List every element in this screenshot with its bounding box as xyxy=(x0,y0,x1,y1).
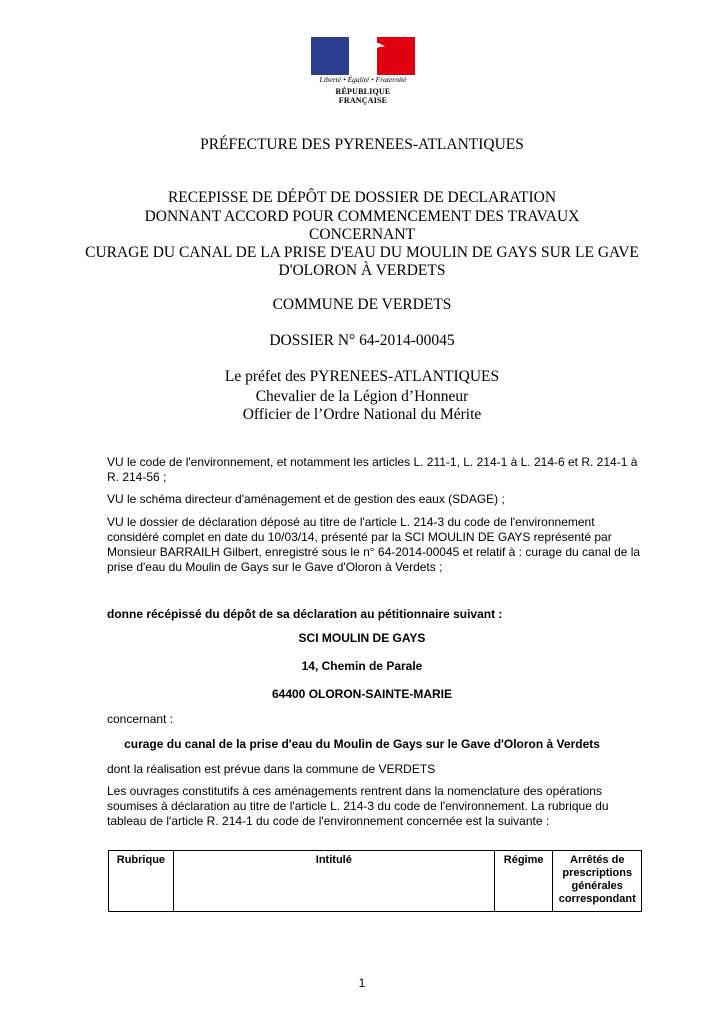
commune-heading: COMMUNE DE VERDETS xyxy=(272,296,452,313)
dossier-number: DOSSIER N° 64-2014-00045 xyxy=(269,332,455,349)
table-header-row xyxy=(109,851,642,912)
prefet-line-2: Chevalier de la Légion d’Honneur xyxy=(255,388,469,405)
petitioner-name: SCI MOULIN DE GAYS xyxy=(298,631,426,645)
logo-motto: Liberté • Égalité • Fraternité xyxy=(319,75,407,84)
page-number: 1 xyxy=(358,976,366,990)
table-header-intitule: Intitulé xyxy=(173,851,494,912)
object-description: curage du canal de la prise d'eau du Moulin de Gays sur le Gave d'Oloron à Verdets xyxy=(124,737,600,751)
title-line-5: D'OLORON À VERDETS xyxy=(278,262,446,279)
title-line-1: RECEPISSE DE DÉPÔT DE DOSSIER DE DECLARATION xyxy=(167,189,557,206)
petitioner-city: 64400 OLORON-SAINTE-MARIE xyxy=(271,687,453,701)
vu-sdage: VU le schéma directeur d'aménagement et de gestion des eaux (SDAGE) ; xyxy=(107,492,505,506)
table-header-regime: Régime xyxy=(494,851,553,912)
marianne-profile-icon xyxy=(339,37,387,75)
title-line-3: CONCERNANT xyxy=(309,226,415,243)
title-line-4: CURAGE DU CANAL DE LA PRISE D'EAU DU MOULIN DE GAYS SUR LE GAVE xyxy=(85,244,639,261)
concernant-label: concernant : xyxy=(107,712,174,726)
title-line-2: DONNANT ACCORD POUR COMMENCEMENT DES TRAVAUX xyxy=(144,208,580,225)
prefet-line-3: Officier de l’Ordre National du Mérite xyxy=(242,406,482,423)
prefet-line-1: Le préfet des PYRENEES-ATLANTIQUES xyxy=(224,368,500,385)
republique-francaise-logo xyxy=(311,37,415,103)
logo-republique-francaise: RÉPUBLIQUE FRANÇAISE xyxy=(335,87,391,105)
vu-dossier-declaration: VU le dossier de déclaration déposé au titre de l'article L. 214-3 du code de l'environnement considéré complet en date du 10/03/14, présenté par la SCI MOULIN DE GAYS représenté par Monsieur BARRAILH Gilbert, enregistré sous le n° 64-2014-00045 et relatif à : curage du canal de la prise d'eau du Moulin de Gays sur le Gave d'Oloron à Verdets ; xyxy=(107,515,641,574)
table-header-arretes: Arrêtés de prescriptions générales correspondant xyxy=(553,851,642,912)
petitioner-street: 14, Chemin de Parale xyxy=(301,659,423,673)
vu-code-environnement: VU le code de l'environnement, et notamment les articles L. 211-1, L. 214-1 à L. 214-6 et R. 214-1 à R. 214-56 ; xyxy=(107,455,638,484)
ouvrages-paragraph: Les ouvrages constitutifs à ces aménagements rentrent dans la nomenclature des opérations soumises à déclaration au titre de l'article L. 214-3 du code de l'environnement. La rubrique du tableau de l'article R. 214-1 du code de l'environnement concernée est la suivante : xyxy=(107,784,609,828)
table-header-rubrique: Rubrique xyxy=(109,851,174,912)
realisation-commune: dont la réalisation est prévue dans la commune de VERDETS xyxy=(107,762,436,776)
donne-recepisse: donne récépissé du dépôt de sa déclaration au pétitionnaire suivant : xyxy=(107,607,503,621)
rubrique-table xyxy=(108,850,642,912)
prefecture-heading: PRÉFECTURE DES PYRENEES-ATLANTIQUES xyxy=(200,136,524,153)
